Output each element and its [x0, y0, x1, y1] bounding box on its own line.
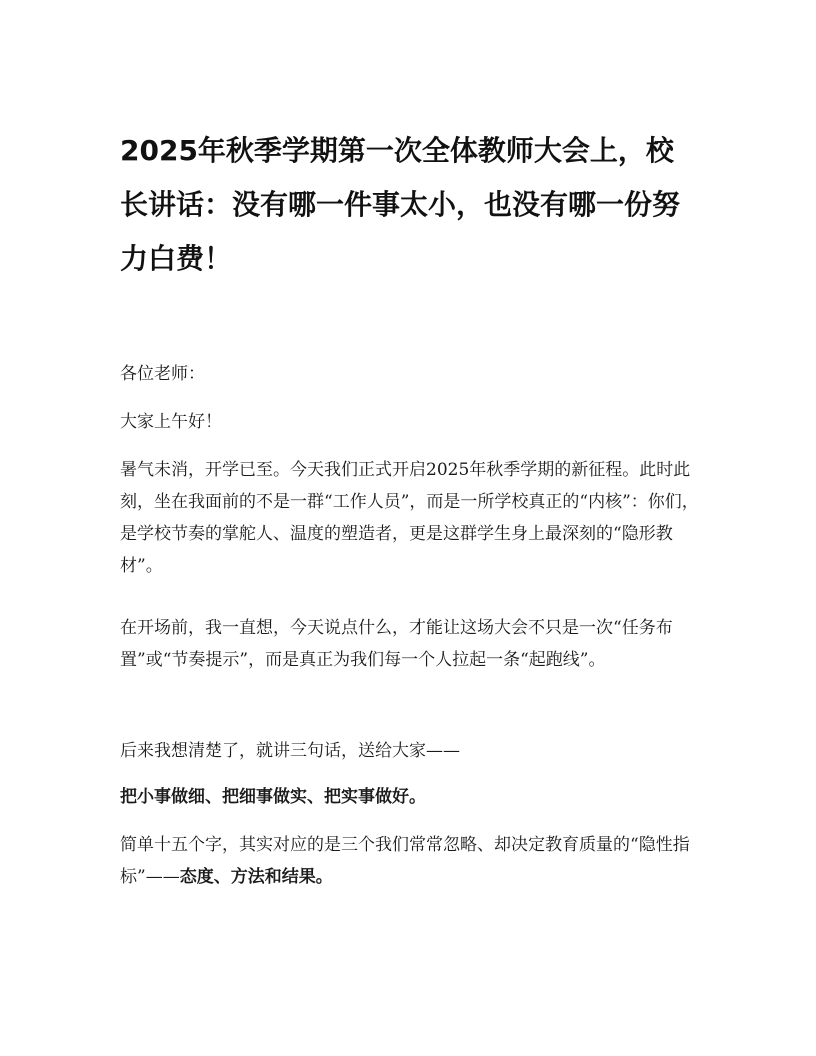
- document-title: 2025年秋季学期第一次全体教师大会上，校长讲话：没有哪一件事太小，也没有哪一份努力白费！: [120, 134, 681, 275]
- body-paragraph: 暑气未消，开学已至。今天我们正式开启2025年秋季学期的新征程。此时此刻，坐在我面前的不是一群“工作人员”，而是一所学校真正的“内核”：你们，是学校节奏的掌舵人、温度的塑造者，更是这群学生身上最深刻的“隐形教材”。: [120, 460, 699, 576]
- emphasis-text: 态度、方法和结果。: [179, 867, 333, 887]
- greeting-line: 大家上午好！: [120, 412, 222, 432]
- body-paragraph: [120, 829, 700, 893]
- key-phrase-paragraph: 把小事做细、把细事做实、把实事做好。: [120, 787, 426, 807]
- body-paragraph: 在开场前，我一直想，今天说点什么，才能让这场大会不只是一次“任务布置”或“节奏提示”，而是真正为我们每一个人拉起一条“起跑线”。: [120, 618, 673, 670]
- greeting-line: 各位老师：: [120, 364, 205, 384]
- paragraph-text: 简单十五个字，其实对应的是三个我们常常忽略、却决定教育质量的“隐性指标”——: [120, 835, 690, 887]
- body-paragraph: 后来我想清楚了，就讲三句话，送给大家——: [120, 741, 460, 761]
